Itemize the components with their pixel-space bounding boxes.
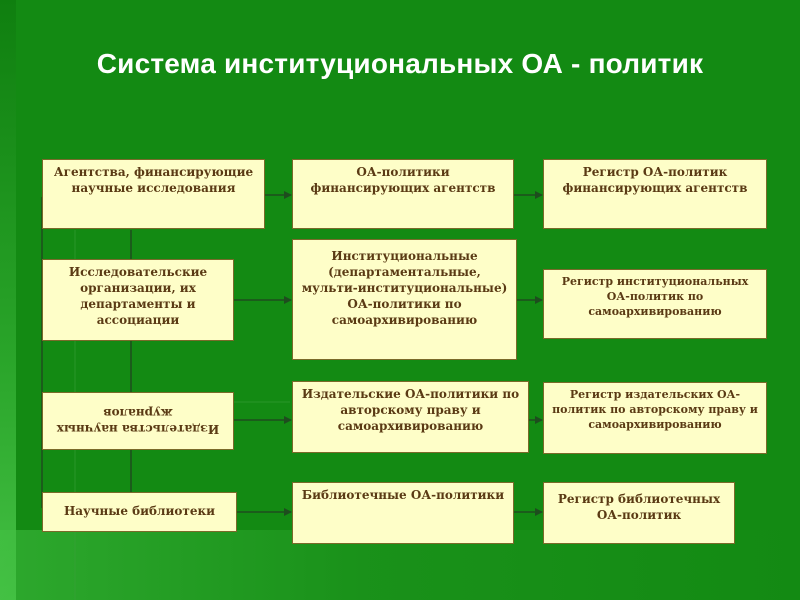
- box-funder-policy-registry: [543, 159, 767, 229]
- box-scientific-libraries: [42, 492, 237, 532]
- box-publisher-policy-registry: [543, 382, 767, 454]
- box-publisher-oa-policies: [292, 381, 529, 453]
- box-funder-oa-policies: [292, 159, 514, 229]
- box-library-policy-registry-text: Регистр библиотечных ОА-политик: [557, 492, 721, 522]
- box-funder-policy-registry-text: Регистр ОА-политик финансирующих агентств: [562, 165, 748, 195]
- box-scientific-libraries-text: Научные библиотеки: [63, 504, 216, 518]
- box-research-organizations-text: Исследовательские организации, их департаменты и ассоциации: [68, 265, 208, 327]
- box-library-policy-registry: [543, 482, 735, 544]
- box-journal-publishers: [42, 392, 234, 450]
- box-funding-agencies: [42, 159, 265, 229]
- box-funder-oa-policies-text: ОА-политики финансирующих агентств: [310, 165, 496, 195]
- box-institutional-policy-registry: [543, 269, 767, 339]
- box-library-oa-policies: [292, 482, 514, 544]
- box-institutional-policy-registry-text: Регистр институциональных ОА-политик по самоархивированию: [561, 275, 749, 318]
- box-publisher-oa-policies-text: Издательские ОА-политики по авторскому праву и самоархивированию: [301, 387, 520, 433]
- box-journal-publishers-text: Издательства научных журналов: [56, 406, 220, 436]
- box-funding-agencies-text: Агентства, финансирующие научные исследования: [53, 165, 254, 195]
- box-library-oa-policies-text: Библиотечные ОА-политики: [301, 488, 505, 502]
- box-research-organizations: [42, 259, 234, 341]
- box-institutional-oa-policies-text: Институциональные (департаментальные, мульти-институциональные) ОА-политики по самоархивированию: [301, 249, 508, 327]
- box-publisher-policy-registry-text: Регистр издательских ОА-политик по авторскому праву и самоархивированию: [552, 388, 758, 431]
- box-institutional-oa-policies: [292, 239, 517, 360]
- slide-title: Система институциональных ОА - политик: [96, 48, 704, 79]
